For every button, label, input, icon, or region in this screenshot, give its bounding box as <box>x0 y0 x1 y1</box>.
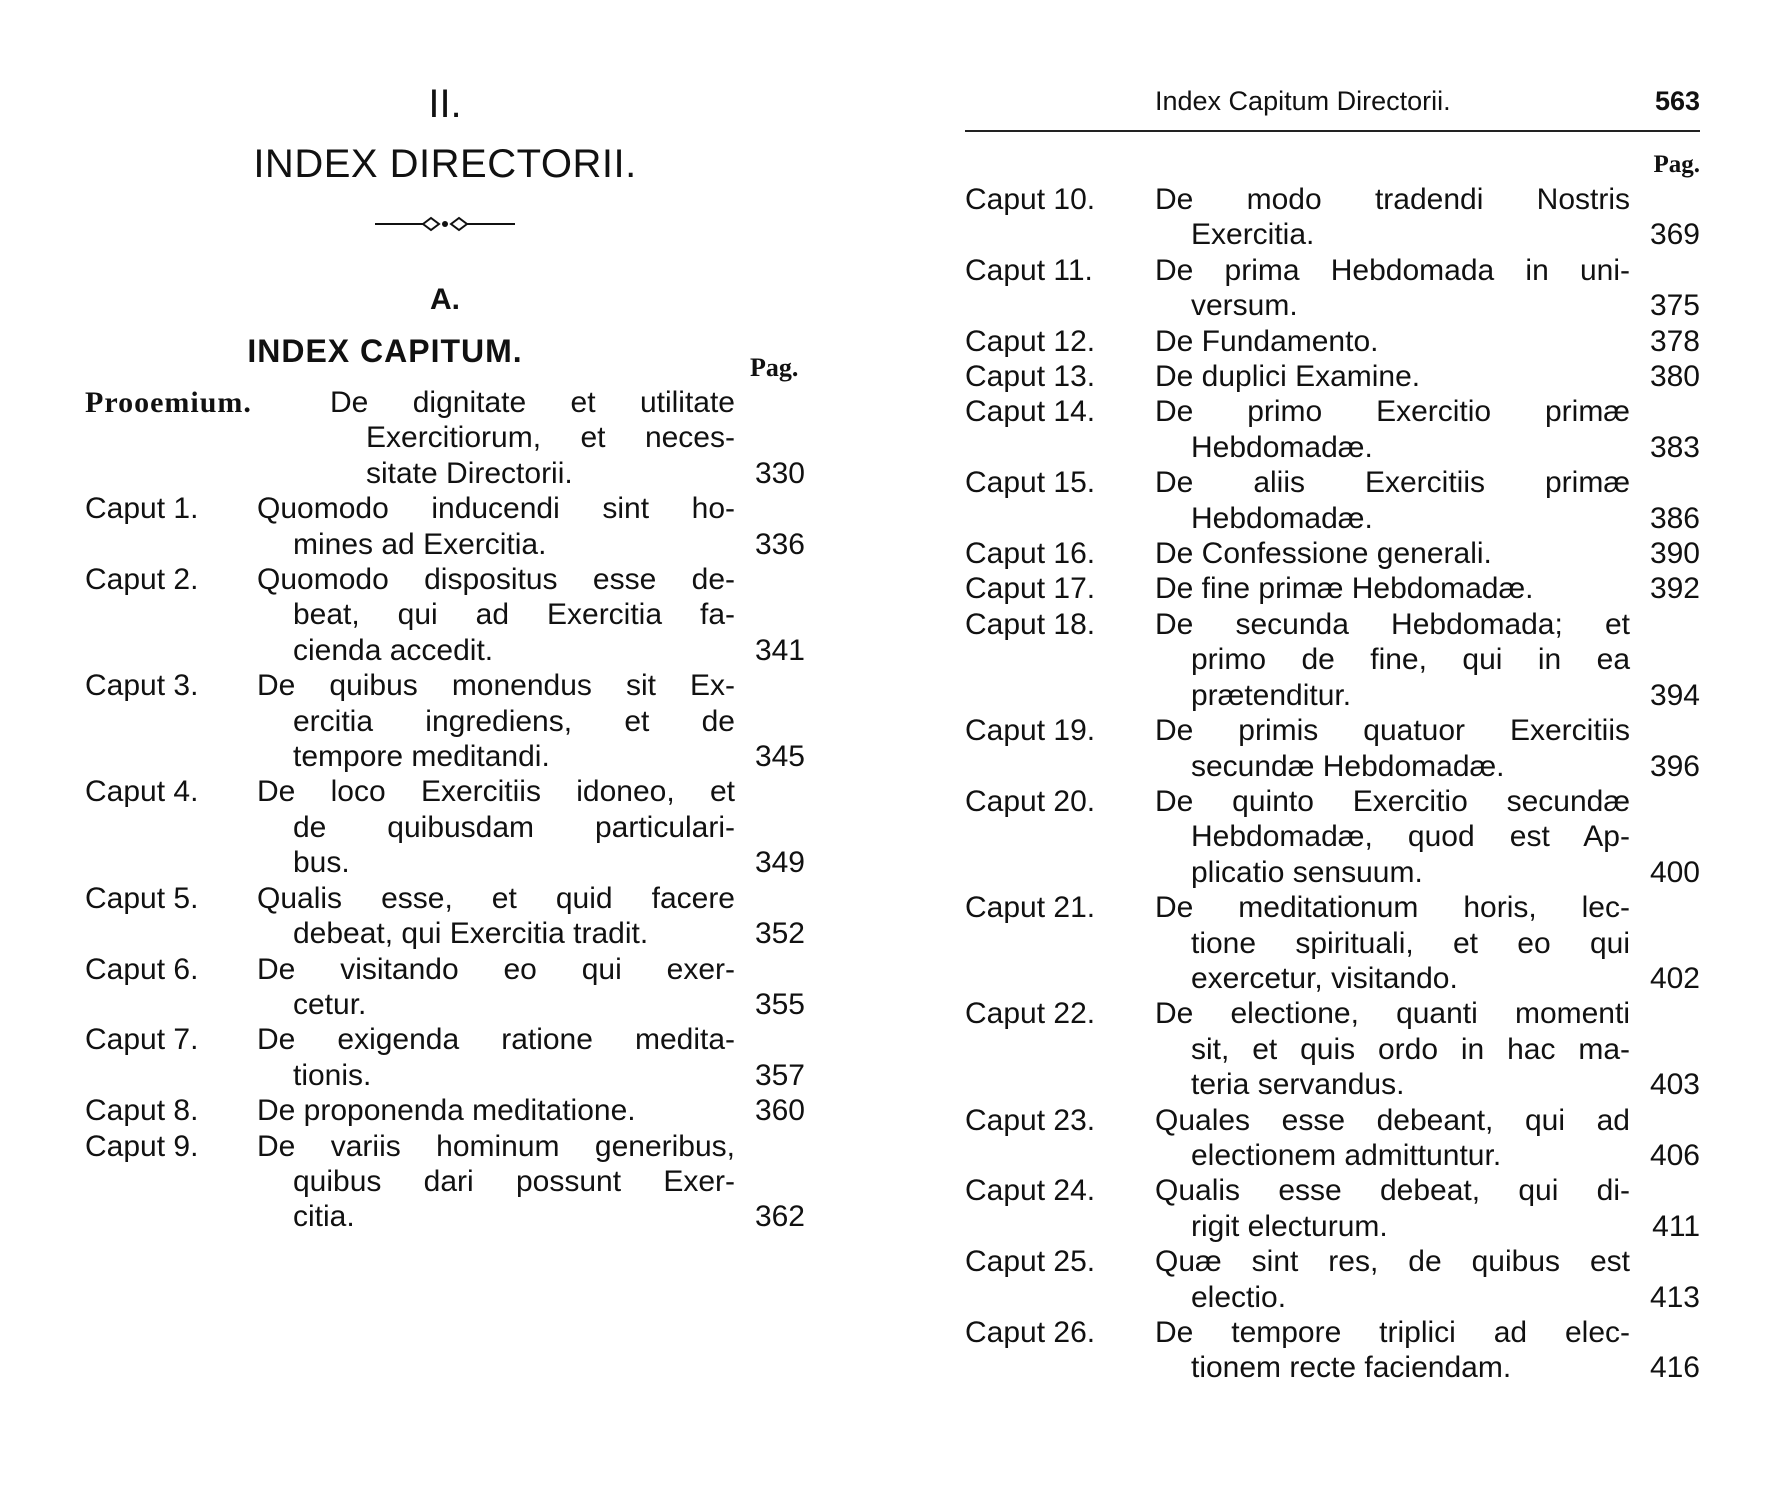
chapter-label: Caput 25. <box>965 1245 1096 1279</box>
page-reference: 352 <box>754 917 805 951</box>
toc-entry <box>965 1103 1700 1174</box>
toc-entry <box>85 952 805 1023</box>
page-column-spacer <box>1630 465 1700 500</box>
page-reference: 378 <box>1649 324 1700 358</box>
title-line <box>1155 642 1700 677</box>
toc-entry <box>965 359 1700 394</box>
title-line <box>1155 324 1700 359</box>
left-page <box>85 0 805 1500</box>
title-line <box>1155 1173 1700 1208</box>
title-line <box>1155 1244 1700 1279</box>
title-line <box>1155 288 1700 323</box>
title-line <box>257 1093 805 1128</box>
page-reference: 402 <box>1649 961 1700 995</box>
page-column-spacer <box>735 1164 805 1199</box>
title-line <box>1155 890 1700 925</box>
title-line <box>257 668 805 703</box>
page-column-spacer <box>735 881 805 916</box>
title-text: De duplici Examine. <box>1155 360 1421 394</box>
chapter-title <box>257 774 805 880</box>
chapter-label: Caput 16. <box>965 537 1096 571</box>
title-line <box>257 881 805 916</box>
title-line <box>1155 749 1700 784</box>
section-heading: INDEX CAPITUM. <box>247 333 523 369</box>
page-reference: 386 <box>1649 501 1700 535</box>
title-line <box>1155 501 1700 536</box>
page-reference: 349 <box>754 846 805 880</box>
page-column-spacer <box>1630 182 1700 217</box>
page-reference: 394 <box>1649 678 1700 712</box>
title-line <box>1155 1067 1700 1102</box>
title-line <box>257 633 805 668</box>
title-line <box>1155 253 1700 288</box>
title-text: De tempore triplici ad elec- <box>1155 1316 1630 1349</box>
title-line <box>1155 713 1700 748</box>
chapter-title <box>1155 1244 1700 1315</box>
title-text: citia. <box>293 1200 355 1234</box>
title-text: versum. <box>1191 289 1298 323</box>
page-reference: 413 <box>1649 1280 1700 1314</box>
section-letter: A. <box>430 283 460 316</box>
chapter-title <box>330 385 805 491</box>
title-line <box>257 987 805 1022</box>
toc-entry <box>85 562 805 668</box>
chapter-label: Caput 8. <box>85 1094 199 1128</box>
title-text: tempore meditandi. <box>293 740 550 774</box>
title-line <box>1155 359 1700 394</box>
title-text: De modo tradendi Nostris <box>1155 183 1630 216</box>
title-text: De aliis Exercitiis primæ <box>1155 466 1630 500</box>
page-column-spacer <box>1630 642 1700 677</box>
title-text: sitate Directorii. <box>366 456 573 490</box>
page-reference: 411 <box>1652 1209 1700 1243</box>
title-text: tionis. <box>293 1058 372 1092</box>
toc-entry <box>85 1022 805 1093</box>
page-column-spacer <box>735 952 805 987</box>
title-line <box>1155 607 1700 642</box>
title-text: Quæ sint res, de quibus est <box>1155 1245 1630 1279</box>
page-column-spacer <box>735 562 805 597</box>
chapter-title <box>257 952 805 1023</box>
chapter-title <box>257 1129 805 1235</box>
chapter-title <box>1155 571 1700 606</box>
page-reference: 375 <box>1649 289 1700 323</box>
page-column-spacer <box>1630 607 1700 642</box>
title-text: De dignitate et utilitate <box>330 386 735 419</box>
title-line <box>1155 217 1700 252</box>
running-title: Index Capitum Directorii. <box>1155 86 1451 116</box>
title-text: bus. <box>293 846 350 880</box>
title-text: De variis hominum generibus, <box>257 1129 735 1163</box>
title-text: Qualis esse, et quid facere <box>257 881 735 915</box>
title-text: quibus dari possunt Exer- <box>293 1164 735 1198</box>
title-line <box>1155 430 1700 465</box>
title-text: de quibusdam particulari- <box>293 810 735 844</box>
title-text: tionem recte faciendam. <box>1191 1351 1512 1385</box>
toc-entry <box>965 394 1700 465</box>
page-reference: 355 <box>754 987 805 1021</box>
title-text: De prima Hebdomada in uni- <box>1155 253 1630 287</box>
page-column-spacer <box>1630 253 1700 288</box>
page-column-spacer <box>735 1022 805 1057</box>
title-text: prætenditur. <box>1191 678 1352 712</box>
chapter-title <box>1155 784 1700 890</box>
page-reference: 336 <box>754 527 805 561</box>
chapter-label: Caput 3. <box>85 669 199 703</box>
chapter-title <box>1155 536 1700 571</box>
title-line <box>330 420 805 455</box>
page-column-spacer <box>735 810 805 845</box>
title-text: rigit electurum. <box>1191 1209 1388 1243</box>
title-line <box>1155 1103 1700 1138</box>
chapter-title <box>257 491 805 562</box>
chapter-title <box>1155 359 1700 394</box>
running-head <box>965 84 1700 120</box>
title-text: primo de fine, qui in ea <box>1191 643 1630 677</box>
title-text: sit, et quis ordo in hac ma- <box>1191 1032 1630 1066</box>
page-reference: 380 <box>1649 360 1700 394</box>
toc-entry <box>965 1315 1700 1386</box>
index-heading: INDEX DIRECTORII. <box>253 142 637 186</box>
chapter-label: Caput 14. <box>965 395 1096 429</box>
page-column-spacer <box>1630 1173 1700 1208</box>
chapter-label: Caput 6. <box>85 952 199 986</box>
chapter-title <box>1155 394 1700 465</box>
title-text: Quomodo dispositus esse de- <box>257 563 735 597</box>
page-reference: 369 <box>1649 218 1700 252</box>
title-line <box>1155 1138 1700 1173</box>
title-line <box>257 810 805 845</box>
toc-list-left <box>85 385 805 1235</box>
chapter-label: Caput 24. <box>965 1174 1096 1208</box>
toc-entry <box>965 1173 1700 1244</box>
title-line <box>257 916 805 951</box>
page-column-spacer <box>1630 890 1700 925</box>
title-line <box>257 739 805 774</box>
chapter-label: Caput 2. <box>85 563 199 597</box>
chapter-title <box>1155 1173 1700 1244</box>
chapter-title <box>1155 996 1700 1102</box>
toc-entry <box>965 890 1700 996</box>
title-text: secundæ Hebdomadæ. <box>1191 749 1505 783</box>
title-text: De quibus monendus sit Ex- <box>257 669 735 703</box>
toc-entry <box>965 324 1700 359</box>
pag-column-label: Pag. <box>750 353 799 382</box>
toc-entry <box>85 881 805 952</box>
page-column-spacer <box>735 491 805 526</box>
page-reference: 400 <box>1649 855 1700 889</box>
title-text: tione spirituali, et eo qui <box>1191 926 1630 960</box>
title-text: Quales esse debeant, qui ad <box>1155 1103 1630 1137</box>
toc-entry <box>85 668 805 774</box>
page-reference: 416 <box>1649 1351 1700 1385</box>
title-text: De meditationum horis, lec- <box>1155 891 1630 925</box>
chapter-title <box>1155 465 1700 536</box>
toc-entry <box>965 536 1700 571</box>
chapter-label: Caput 21. <box>965 891 1096 925</box>
page-column-spacer <box>735 1129 805 1164</box>
toc-entry <box>85 774 805 880</box>
header-rule <box>965 130 1700 132</box>
title-line <box>257 1129 805 1164</box>
page-column-spacer <box>1630 784 1700 819</box>
toc-entry <box>85 491 805 562</box>
toc-entry <box>965 253 1700 324</box>
title-text: Hebdomadæ, quod est Ap- <box>1191 820 1630 854</box>
pag-column-label: Pag. <box>1653 151 1700 178</box>
page-column-spacer <box>735 420 805 455</box>
page-reference: 403 <box>1649 1068 1700 1102</box>
part-numeral: II. <box>428 82 462 126</box>
title-line <box>1155 394 1700 429</box>
page-reference: 330 <box>754 456 805 490</box>
chapter-label: Caput 23. <box>965 1103 1096 1137</box>
page-column-spacer <box>1630 713 1700 748</box>
title-text: De electione, quanti momenti <box>1155 997 1630 1031</box>
title-text: mines ad Exercitia. <box>293 527 547 561</box>
toc-entry <box>965 1244 1700 1315</box>
chapter-title <box>257 1093 805 1128</box>
title-line <box>257 1164 805 1199</box>
title-line <box>1155 784 1700 819</box>
toc-entry <box>965 996 1700 1102</box>
title-line <box>1155 1350 1700 1385</box>
title-line <box>330 456 805 491</box>
page-column-spacer <box>735 668 805 703</box>
chapter-label: Caput 15. <box>965 466 1096 500</box>
title-line <box>257 1058 805 1093</box>
title-text: teria servandus. <box>1191 1068 1405 1102</box>
toc-entry <box>85 1129 805 1235</box>
title-text: De visitando eo qui exer- <box>257 952 735 986</box>
title-line <box>1155 182 1700 217</box>
title-text: De Confessione generali. <box>1155 537 1492 571</box>
title-text: electionem admittuntur. <box>1191 1138 1502 1172</box>
title-text: cienda accedit. <box>293 633 494 667</box>
title-line <box>257 597 805 632</box>
chapter-label: Caput 11. <box>965 253 1093 287</box>
toc-entry <box>965 607 1700 713</box>
page-column-spacer <box>735 774 805 809</box>
chapter-title <box>257 881 805 952</box>
title-text: Qualis esse debeat, qui di- <box>1155 1174 1630 1208</box>
title-line <box>1155 926 1700 961</box>
page-column-spacer <box>1630 1315 1700 1350</box>
page-reference: 345 <box>754 740 805 774</box>
chapter-label: Caput 12. <box>965 324 1096 358</box>
title-line <box>1155 961 1700 996</box>
title-line <box>1155 1280 1700 1315</box>
page-reference: 396 <box>1649 749 1700 783</box>
page-reference: 362 <box>754 1200 805 1234</box>
toc-entry <box>965 182 1700 253</box>
title-line <box>257 952 805 987</box>
chapter-title <box>1155 182 1700 253</box>
title-line <box>257 491 805 526</box>
page-reference: 390 <box>1649 537 1700 571</box>
title-line <box>257 774 805 809</box>
title-text: De primis quatuor Exercitiis <box>1155 714 1630 748</box>
title-text: De secunda Hebdomada; et <box>1155 607 1630 641</box>
title-line <box>330 385 805 420</box>
chapter-title <box>257 562 805 668</box>
title-line <box>1155 465 1700 500</box>
chapter-title <box>1155 607 1700 713</box>
page-column-spacer <box>735 597 805 632</box>
title-line <box>1155 571 1700 606</box>
chapter-label: Caput 1. <box>85 492 199 526</box>
title-line <box>1155 855 1700 890</box>
title-line <box>257 562 805 597</box>
page-column-spacer <box>1630 996 1700 1031</box>
title-line <box>257 1199 805 1234</box>
page-column-spacer <box>1630 819 1700 854</box>
chapter-label: Caput 26. <box>965 1316 1096 1349</box>
title-line <box>1155 1315 1700 1350</box>
title-text: De Fundamento. <box>1155 324 1379 358</box>
toc-entry <box>85 385 805 491</box>
toc-entry <box>85 1093 805 1128</box>
toc-entry <box>965 465 1700 536</box>
title-text: De exigenda ratione medita- <box>257 1023 735 1057</box>
page-column-spacer <box>1630 1032 1700 1067</box>
right-page <box>965 0 1700 1500</box>
title-text: exercetur, visitando. <box>1191 961 1458 995</box>
title-text: Hebdomadæ. <box>1191 501 1373 535</box>
title-text: beat, qui ad Exercitia fa- <box>293 598 735 632</box>
page-reference: 392 <box>1649 572 1700 606</box>
chapter-label: Caput 10. <box>965 183 1096 216</box>
chapter-label: Prooemium. <box>85 386 252 419</box>
page-column-spacer <box>735 385 805 420</box>
chapter-title <box>1155 1103 1700 1174</box>
title-text: Exercitiorum, et neces- <box>366 421 735 455</box>
title-line <box>1155 996 1700 1031</box>
chapter-title <box>1155 253 1700 324</box>
chapter-label: Caput 5. <box>85 881 199 915</box>
title-line <box>257 845 805 880</box>
page-reference: 360 <box>754 1094 805 1128</box>
chapter-label: Caput 4. <box>85 775 199 809</box>
chapter-title <box>1155 713 1700 784</box>
page-number: 563 <box>1654 86 1700 116</box>
title-text: debeat, qui Exercitia tradit. <box>293 917 649 951</box>
title-text: De primo Exercitio primæ <box>1155 395 1630 429</box>
title-text: Exercitia. <box>1191 218 1315 252</box>
title-text: ercitia ingrediens, et de <box>293 704 735 738</box>
title-text: Quomodo inducendi sint ho- <box>257 492 735 526</box>
title-text: plicatio sensuum. <box>1191 855 1423 889</box>
title-line <box>1155 1032 1700 1067</box>
toc-entry <box>965 784 1700 890</box>
chapter-title <box>1155 890 1700 996</box>
title-line <box>257 527 805 562</box>
chapter-label: Caput 22. <box>965 997 1096 1031</box>
toc-entry <box>965 713 1700 784</box>
title-text: De quinto Exercitio secundæ <box>1155 784 1630 818</box>
title-text: De fine primæ Hebdomadæ. <box>1155 572 1534 606</box>
title-line <box>257 704 805 739</box>
page-column-spacer <box>735 704 805 739</box>
chapter-title <box>257 1022 805 1093</box>
title-text: De loco Exercitiis idoneo, et <box>257 775 735 809</box>
page-column-spacer <box>1630 1244 1700 1279</box>
title-line <box>1155 1209 1700 1244</box>
chapter-title <box>1155 1315 1700 1386</box>
page-column-spacer <box>1630 1103 1700 1138</box>
title-line <box>1155 536 1700 571</box>
page-reference: 383 <box>1649 430 1700 464</box>
chapter-label: Caput 17. <box>965 572 1096 606</box>
chapter-label: Caput 18. <box>965 607 1096 641</box>
chapter-title <box>257 668 805 774</box>
title-line <box>1155 678 1700 713</box>
chapter-label: Caput 19. <box>965 714 1096 748</box>
title-text: electio. <box>1191 1280 1287 1314</box>
page-reference: 357 <box>754 1058 805 1092</box>
chapter-label: Caput 9. <box>85 1129 199 1163</box>
title-line <box>257 1022 805 1057</box>
title-line <box>1155 819 1700 854</box>
chapter-label: Caput 20. <box>965 784 1096 818</box>
title-text: cetur. <box>293 987 367 1021</box>
chapter-label: Caput 7. <box>85 1023 199 1057</box>
chapter-label: Caput 13. <box>965 360 1096 394</box>
page-reference: 341 <box>754 633 805 667</box>
title-text: De proponenda meditatione. <box>257 1094 636 1128</box>
page-reference: 406 <box>1649 1138 1700 1172</box>
chapter-title <box>1155 324 1700 359</box>
toc-list-right <box>965 182 1700 1386</box>
page-column-spacer <box>1630 394 1700 429</box>
ornament-divider-icon <box>375 212 515 236</box>
toc-entry <box>965 571 1700 606</box>
page-column-spacer <box>1630 926 1700 961</box>
title-text: Hebdomadæ. <box>1191 430 1373 464</box>
